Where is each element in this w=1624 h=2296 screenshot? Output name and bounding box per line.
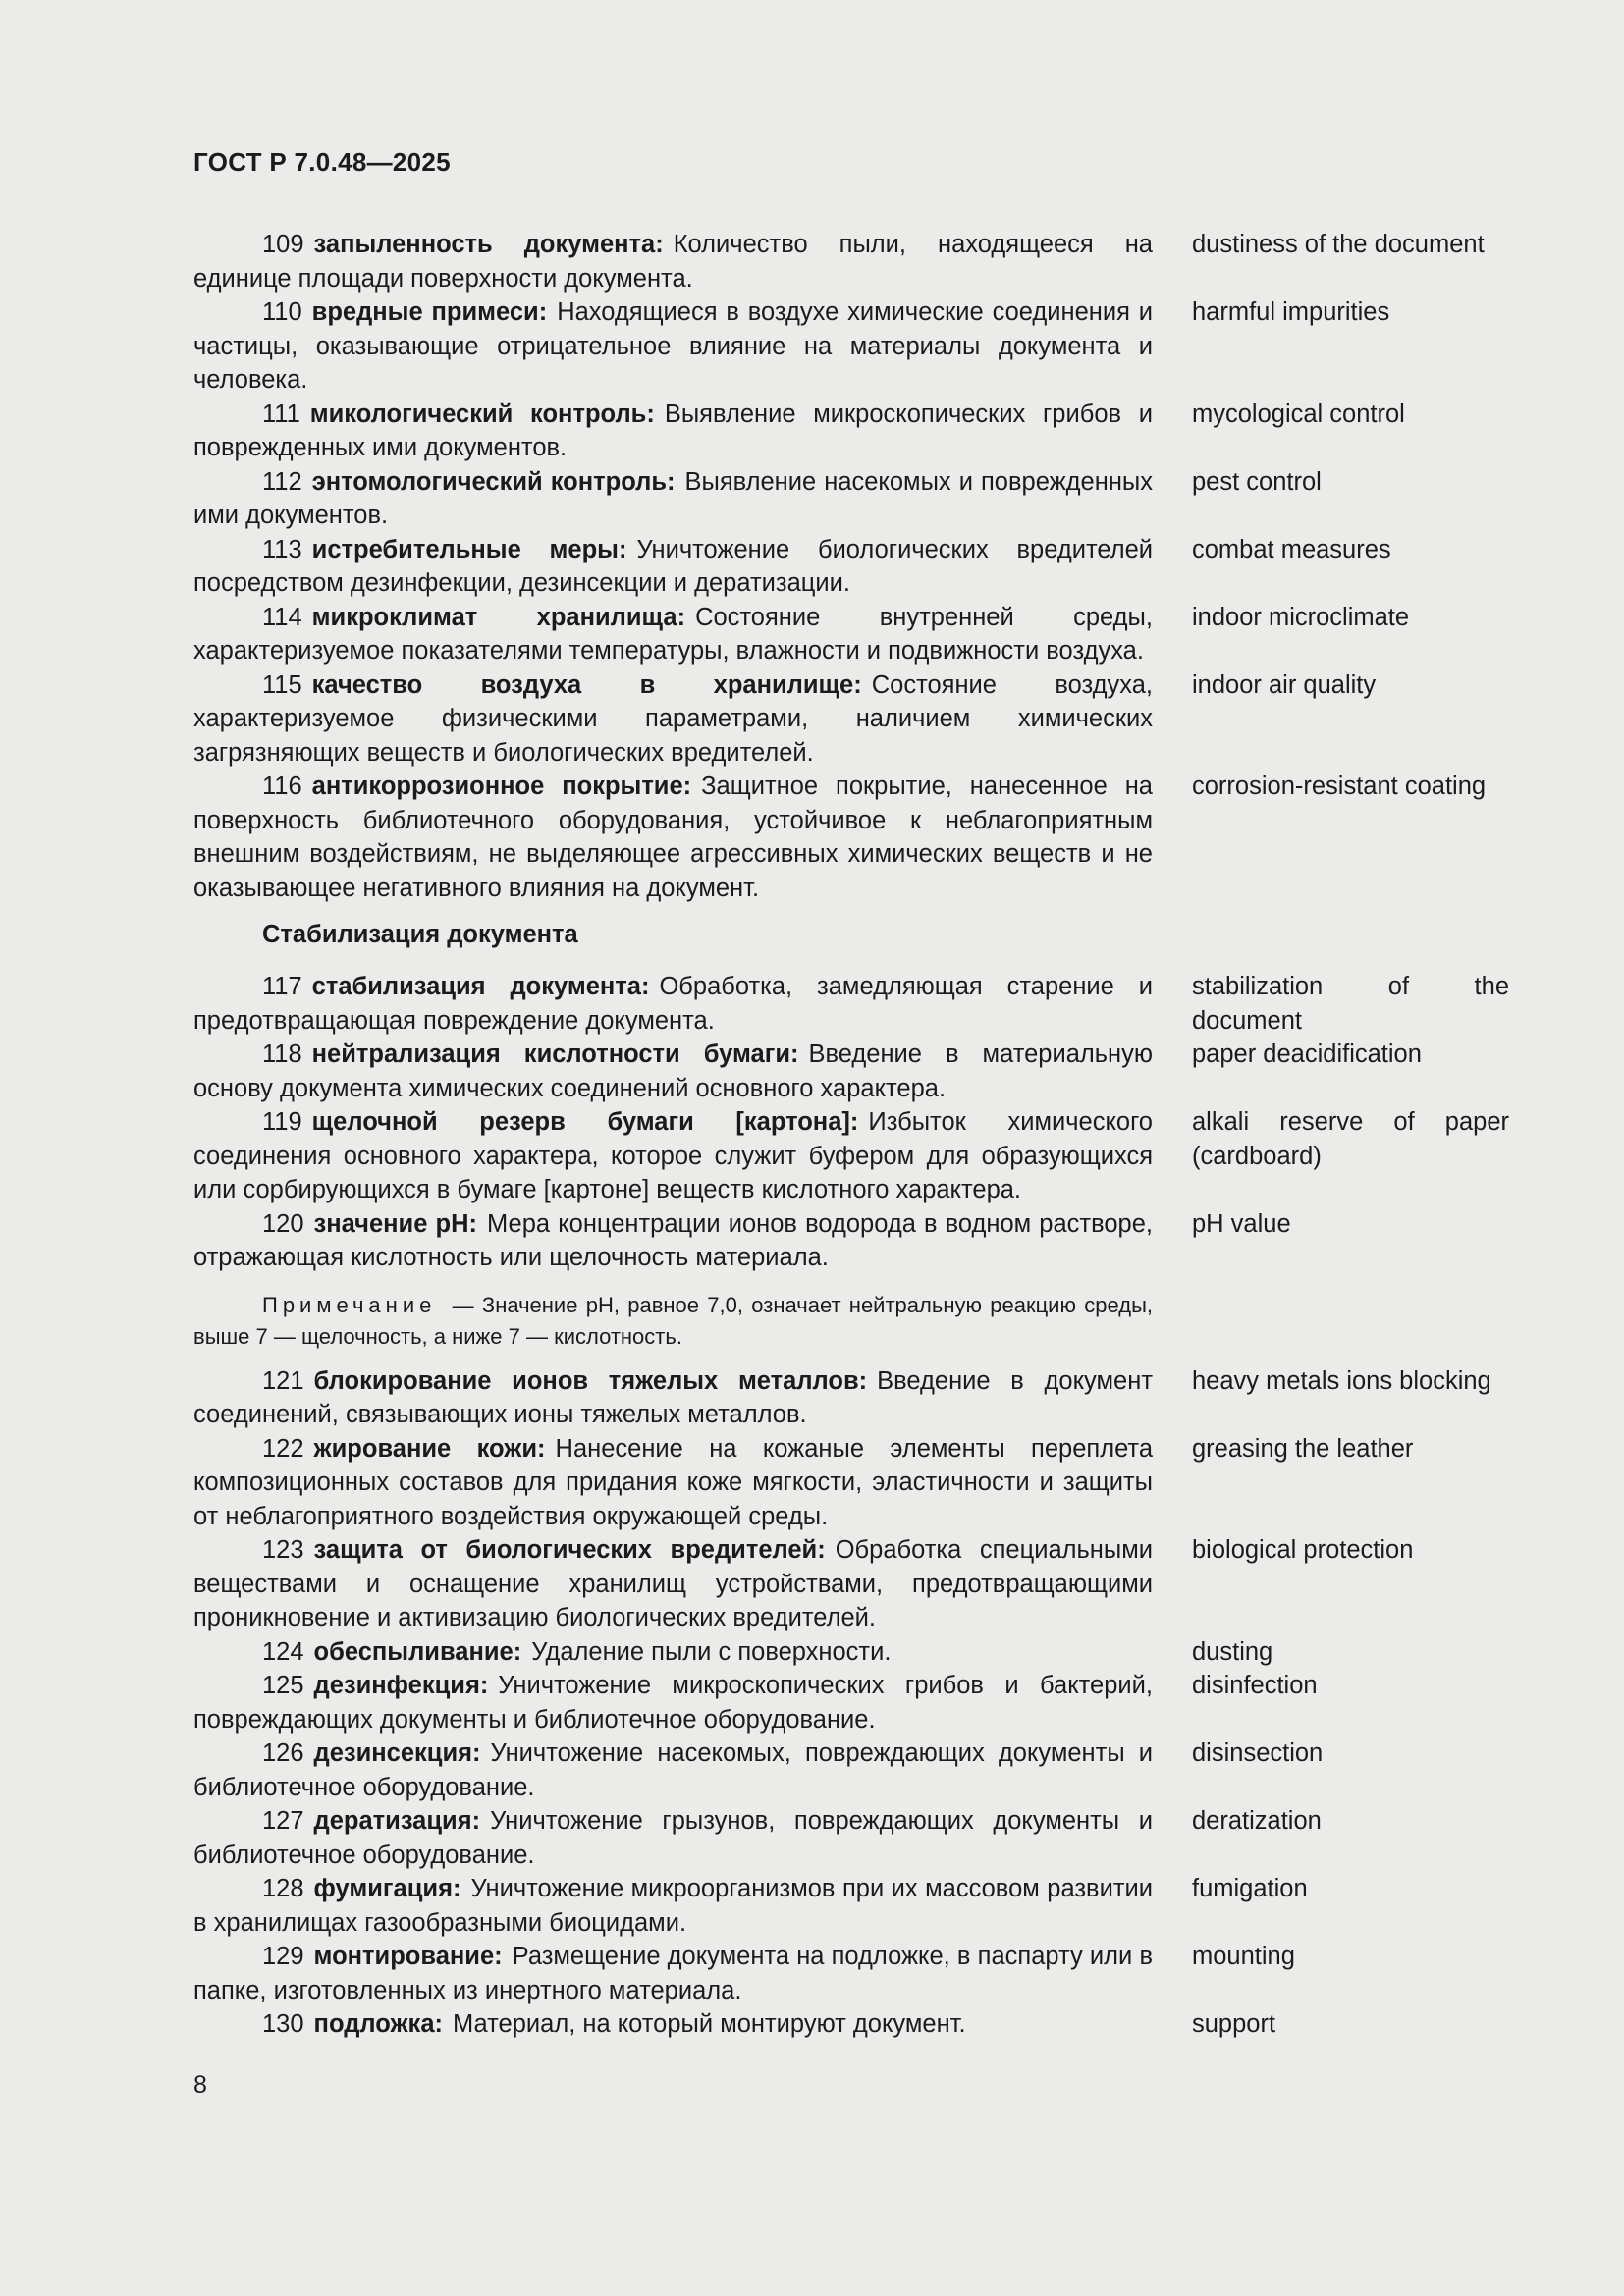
term-number: 120 [262,1209,304,1238]
term-entry [193,465,1509,533]
term-name: фумигация: [313,1875,461,1902]
term-number: 122 [262,1434,304,1463]
term-definition-text: Уничтожение насекомых, повреждающих документы и библиотечное оборудование. [193,1739,1153,1801]
term-number: 113 [262,535,302,563]
term-number: 123 [262,1536,304,1564]
term-entry [193,1736,1509,1804]
term-name: микологический контроль: [309,400,655,428]
term-definition-ru [193,1804,1153,1872]
term-definition-text: Уничтожение микроскопических грибов и бактерий, повреждающих документы и библиотечное оборудование. [193,1672,1153,1734]
term-name: щелочной резерв бумаги [картона]: [311,1108,859,1136]
term-equivalent-en: fumigation [1192,1875,1308,1902]
term-name: стабилизация документа: [311,973,650,1000]
term-definition-text: Находящиеся в воздухе химические соединения и частицы, оказывающие отрицательное влияние на материалы документа и человека. [193,298,1154,394]
term-number: 115 [262,670,302,699]
term-equivalent-en: dustiness of the document [1192,231,1485,258]
term-definition-text: Избыток химического соединения основного характера, которое служит буфером для образующихся или сорбирующихся в бумаге [картоне] веществ кислотного характера. [193,1108,1153,1203]
term-definition-text: Количество пыли, находящееся на единице площади поверхности документа. [193,231,1153,293]
term-definition-ru [193,1533,1153,1635]
term-entry [193,1207,1509,1275]
note-text: — Значение pH, равное 7,0, означает нейтральную реакцию среды, выше 7 — щелочность, а ниже 7 — кислотность. [193,1292,1153,1349]
term-definition-text: Выявление микроскопических грибов и поврежденных ими документов. [193,400,1154,461]
term-name: обеспыливание: [313,1637,522,1666]
term-definition-ru [193,1207,1153,1275]
term-number: 109 [262,231,304,258]
term-name: защита от биологических вредителей: [313,1536,826,1564]
term-number: 121 [262,1366,304,1395]
terms-group-b [193,970,1509,1275]
term-equivalent-en: support [1192,2010,1276,2038]
term-definition-ru [193,668,1153,771]
term-definition-text: Состояние внутренней среды, характеризуемое показателями температуры, влажности и подвижности воздуха. [193,603,1153,665]
term-equivalent-en: deratization [1192,1807,1322,1835]
term-equivalent-en: mycological control [1192,400,1405,428]
term-number: 130 [262,2010,304,2038]
term-equivalent-en: corrosion-resistant coating [1192,773,1487,800]
term-definition-ru [193,1940,1153,2007]
term-equivalent-en: indoor air quality [1192,670,1377,699]
term-definition-ru [193,1432,1153,1534]
term-definition-text: Удаление пыли с поверхности. [531,1637,892,1666]
term-definition-text: Материал, на который монтируют документ. [453,2010,966,2038]
term-name: вредные примеси: [311,298,548,326]
standard-designation: ГОСТ Р 7.0.48—2025 [193,147,451,177]
term-definition-ru [193,1736,1153,1804]
terms-group-c [193,1364,1509,2042]
term-equivalent-en: harmful impurities [1192,298,1390,326]
term-definition-text: Размещение документа на подложке, в паспарту или в папке, изготовленных из инертного материала. [193,1943,1153,2004]
term-number: 111 [262,400,300,428]
note [193,1290,1153,1353]
term-entry [193,601,1509,668]
term-entry [193,1940,1509,2007]
term-definition-ru [193,1669,1153,1736]
term-definition-text: Обработка, замедляющая старение и предотвращающая повреждение документа. [193,973,1153,1035]
term-definition-ru [193,533,1153,601]
term-definition-ru [193,1872,1153,1940]
term-equivalent-en: mounting [1192,1943,1295,1970]
terms-content [193,228,1509,2042]
note-label: Примечание [262,1292,437,1317]
term-definition-text: Выявление насекомых и поврежденных ими документов. [193,467,1153,529]
term-name: энтомологический контроль: [311,467,676,496]
term-definition-text: Обработка специальными веществами и оснащение хранилищ устройствами, предотвращающими проникновение и активизацию биологических вредителей. [193,1536,1153,1631]
term-number: 124 [262,1637,304,1666]
term-name: блокирование ионов тяжелых металлов: [313,1366,868,1395]
term-number: 127 [262,1807,304,1835]
page-number: 8 [193,2071,207,2099]
term-name: значение pH: [313,1209,478,1238]
term-number: 128 [262,1875,304,1902]
term-entry [193,228,1509,295]
term-equivalent-en: paper deacidification [1192,1041,1422,1068]
term-name: антикоррозионное покрытие: [311,773,692,800]
term-definition-ru [193,1364,1153,1432]
term-definition-text: Уничтожение биологических вредителей посредством дезинфекции, дезинсекции и дератизации. [193,535,1153,597]
term-equivalent-en: stabilization of the document [1192,973,1509,1035]
term-definition-ru [193,601,1153,668]
term-name: дезинсекция: [313,1739,481,1767]
term-definition-text: Уничтожение грызунов, повреждающих документы и библиотечное оборудование. [193,1807,1153,1869]
term-number: 117 [262,973,302,1000]
term-entry [193,770,1509,905]
term-definition-text: Уничтожение микроорганизмов при их массовом развитии в хранилищах газообразными биоцидами. [193,1875,1153,1937]
term-entry [193,398,1509,465]
term-name: жирование кожи: [313,1434,546,1463]
term-entry [193,1669,1509,1736]
term-definition-text: Нанесение на кожаные элементы переплета композиционных составов для придания коже мягкости, эластичности и защиты от неблагоприятного воздействия окружающей среды. [193,1434,1153,1530]
term-name: дезинфекция: [313,1672,489,1699]
term-definition-ru [193,295,1153,398]
term-entry [193,295,1509,398]
term-equivalent-en: combat measures [1192,535,1391,563]
term-equivalent-en: indoor microclimate [1192,603,1410,631]
term-name: нейтрализация кислотности бумаги: [311,1041,799,1068]
term-entry [193,1533,1509,1635]
term-entry [193,1804,1509,1872]
term-equivalent-en: pest control [1192,467,1322,496]
term-number: 114 [262,603,302,631]
term-definition-text: Введение в материальную основу документа химических соединений основного характера. [193,1041,1154,1102]
term-definition-text: Мера концентрации ионов водорода в водном растворе, отражающая кислотность или щелочность материала. [193,1209,1153,1271]
term-name: дератизация: [313,1807,481,1835]
term-definition-ru [193,1105,1153,1207]
term-entry [193,1872,1509,1940]
term-name: истребительные меры: [311,535,627,563]
term-definition-ru [193,398,1153,465]
term-number: 126 [262,1739,304,1767]
section-title: Стабилизация документа [262,921,578,948]
term-definition-ru [193,2007,1153,2042]
term-name: микроклимат хранилища: [311,603,686,631]
term-definition-ru [193,770,1153,905]
term-name: монтирование: [313,1943,503,1970]
term-entry [193,1432,1509,1534]
term-entry [193,1364,1509,1432]
term-entry [193,1105,1509,1207]
term-equivalent-en: dusting [1192,1637,1273,1666]
term-definition-ru [193,1635,1153,1670]
term-definition-text: Введение в документ соединений, связывающих ионы тяжелых металлов. [193,1366,1153,1428]
term-definition-ru [193,970,1153,1038]
term-number: 119 [262,1108,302,1136]
term-entry [193,668,1509,771]
term-entry [193,533,1509,601]
terms-group-a [193,228,1509,905]
term-definition-text: Состояние воздуха, характеризуемое физическими параметрами, наличием химических загрязняющих веществ и биологических вредителей. [193,670,1153,767]
term-name: качество воздуха в хранилище: [311,670,862,699]
term-definition-ru [193,1038,1153,1105]
term-number: 125 [262,1672,304,1699]
term-equivalent-en: disinfection [1192,1672,1318,1699]
term-equivalent-en: biological protection [1192,1536,1414,1564]
term-number: 116 [262,773,302,800]
term-number: 129 [262,1943,304,1970]
term-number: 110 [262,298,302,326]
term-name: запыленность документа: [313,231,664,258]
term-definition-ru [193,228,1153,295]
term-number: 118 [262,1041,302,1068]
term-entry [193,2007,1509,2042]
term-number: 112 [262,467,302,496]
term-equivalent-en: heavy metals ions blocking [1192,1366,1491,1395]
term-definition-text: Защитное покрытие, нанесенное на поверхность библиотечного оборудования, устойчивое к неблагоприятным внешним воздействиям, не выделяющее агрессивных химических веществ и не оказывающее негативного влияния на документ. [193,773,1153,902]
term-equivalent-en: disinsection [1192,1739,1324,1767]
term-entry [193,1635,1509,1670]
term-name: подложка: [313,2010,443,2038]
term-entry [193,970,1509,1038]
term-equivalent-en: pH value [1192,1209,1291,1238]
term-definition-ru [193,465,1153,533]
term-entry [193,1038,1509,1105]
term-equivalent-en: alkali reserve of paper (cardboard) [1192,1108,1509,1170]
term-equivalent-en: greasing the leather [1192,1434,1414,1463]
